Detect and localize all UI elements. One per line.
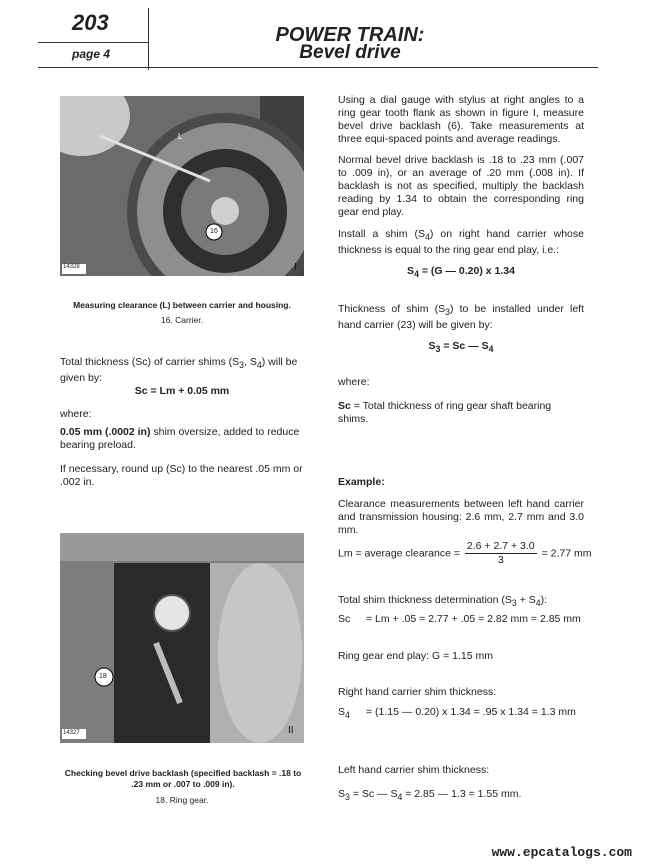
s4-formula: $S_4 = (G$ — 0.20) x 1.34 — [407, 265, 515, 280]
backlash-paragraph: Normal bevel drive backlash is .18 to .23 mm (.007 to .009 in), or an average of .20 mm (.008 in). If backlash is not as specified, multiply the backlash reading by 1.34 to obtain the corresponding ring gear end play. — [338, 154, 584, 218]
section-subtitle: Bevel drive — [299, 42, 401, 63]
oversize-paragraph: 0.05 mm (.0002 in) shim oversize, added to reduce bearing preload. — [60, 426, 300, 451]
figure-2-photo — [60, 533, 304, 743]
carrier-measurement-image — [60, 96, 304, 276]
figure-2-callout-18: 18 — [99, 673, 107, 680]
carrier-shims-paragraph: Total thickness (Sc) of carrier shims ($S_3$, $S_4$) will be given by: — [60, 356, 298, 385]
header-bottom-rule — [38, 67, 598, 68]
lh-shim-heading: Left hand carrier shim thickness: — [338, 764, 490, 776]
header-divider — [38, 42, 148, 43]
s4-label: $S_4$ — [338, 706, 350, 721]
round-up-paragraph: If necessary, round up (Sc) to the nearest .05 mm or .002 in. — [60, 463, 303, 488]
sc-formula: Sc = Lm + 0.05 mm — [134, 385, 230, 397]
example-heading: Example: — [338, 476, 385, 488]
figure-2-number: II — [288, 725, 294, 736]
figure-1-code: 14328 — [63, 264, 80, 270]
ring-gear-end-play: Ring gear end play: G = 1.15 mm — [338, 650, 493, 662]
total-shim-heading: Total shim thickness determination $(S_3 + S_4)$: — [338, 594, 548, 609]
backlash-check-image — [60, 533, 304, 743]
figure-1-legend: 16. Carrier. — [160, 315, 204, 325]
header-vertical-rule — [148, 8, 149, 70]
sc-calculation: = Lm + .05 = 2.77 + .05 = 2.82 mm = 2.85 mm — [366, 613, 581, 625]
sc-definition: Sc = Total thickness of ring gear shaft bearing shims. — [338, 400, 552, 425]
figure-1-caption: Measuring clearance (L) between carrier and housing. — [73, 300, 291, 310]
s3-calculation: $S_3 = Sc$ — $S_4 = 2.85$ — 1.3 = 1.55 mm. — [338, 788, 522, 803]
figure-1-callout-L: L — [178, 132, 183, 141]
s4-calculation: = (1.15 — 0.20) x 1.34 = .95 x 1.34 = 1.3 mm — [366, 706, 576, 718]
clearance-measurements-paragraph: Clearance measurements between left hand carrier and transmission housing: 2.6 mm, 2.7 mm and 3.0 mm. — [338, 498, 584, 536]
figure-1-number: I — [294, 262, 297, 273]
section-title: POWER TRAIN: — [275, 24, 425, 46]
lm-equation: Lm = average clearance = $\frac{2.6 + 2.7 + 3.0}{3}$ = 2.77 mm — [338, 540, 592, 566]
figure-2-caption: Checking bevel drive backlash (specified backlash = .18 to .23 mm or .007 to .009 in). — [64, 768, 302, 789]
install-shim-paragraph: Install a shim $(S_4)$ on right hand carrier whose thickness is equal to the ring gear end play, i.e.: — [338, 228, 584, 257]
figure-1-photo — [60, 96, 304, 276]
where-label-left: where: — [60, 408, 92, 420]
dial-gauge-paragraph: Using a dial gauge with stylus at right angles to a ring gear tooth flank as shown in figure I, measure bevel drive backlash (6). Take measurements at three equi-spaced points and average readings. — [338, 94, 584, 145]
s3-thickness-paragraph: Thickness of shim $(S_3)$ to be installed under left hand carrier (23) will be given by: — [338, 303, 584, 332]
where-label-right: where: — [338, 376, 370, 388]
rh-shim-heading: Right hand carrier shim thickness: — [338, 686, 497, 698]
page-number: 203 — [72, 10, 109, 35]
footer-watermark[interactable]: www.epcatalogs.com — [491, 845, 632, 860]
sc-label: Sc — [338, 613, 351, 625]
figure-2-code: 14327 — [63, 730, 80, 736]
s3-formula: $S_3 = Sc$ — $S_4$ — [428, 340, 494, 355]
figure-2-legend: 18. Ring gear. — [155, 795, 209, 805]
page-label: page 4 — [72, 47, 111, 61]
figure-1-callout-16: 16 — [210, 228, 218, 235]
